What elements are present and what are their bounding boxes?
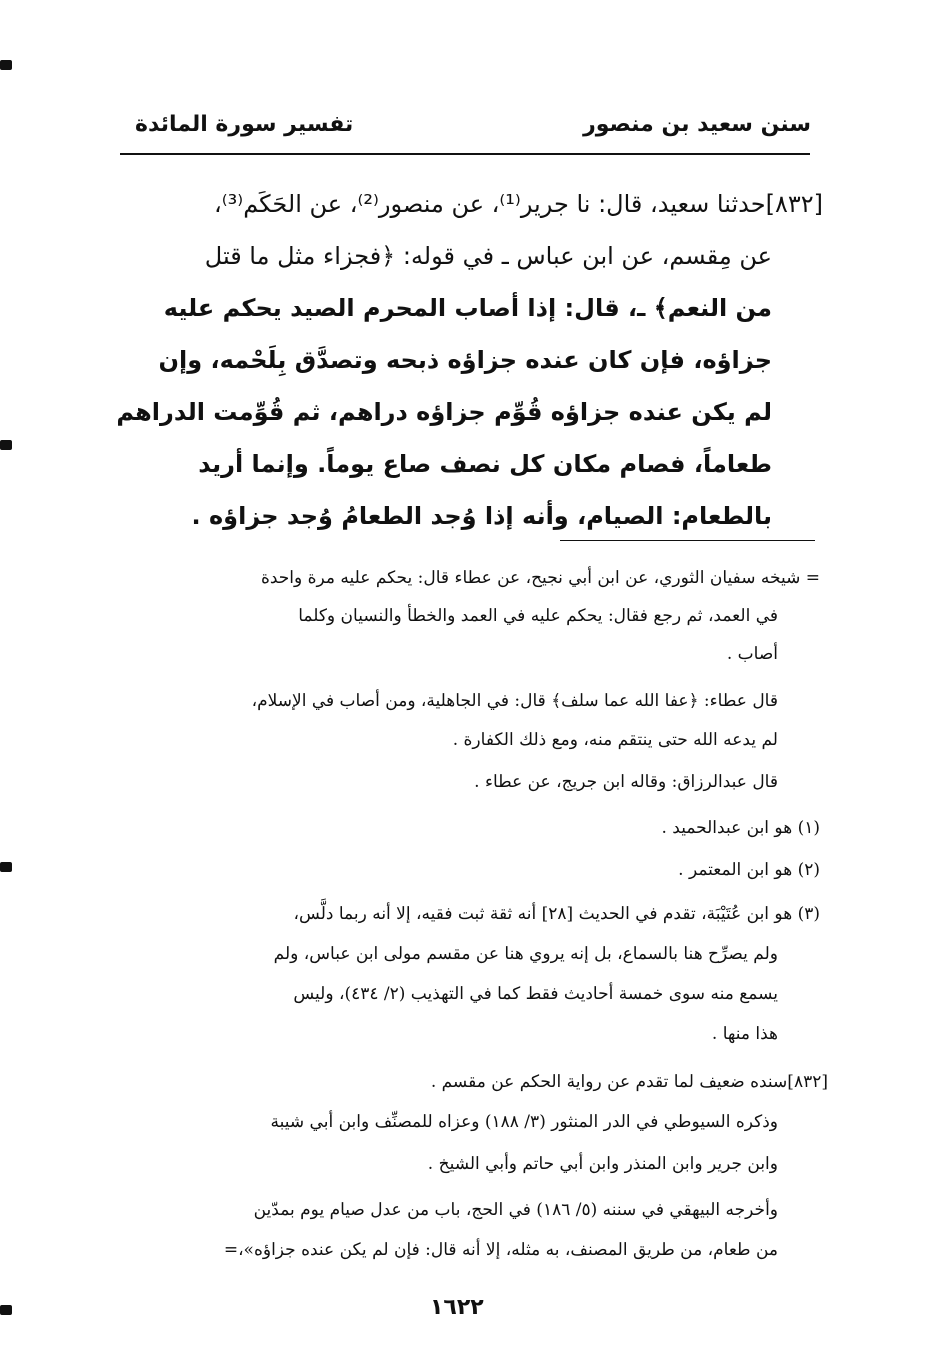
- hadith-line: من النعم﴾ ـ، قال: إذا أصاب المحرم الصيد يحكم عليه: [163, 294, 772, 322]
- footnote-line: قال عطاء: ﴿عفا الله عما سلف﴾ قال: في الجاهلية، ومن أصاب في الإسلام،: [251, 691, 778, 711]
- hadith-number: [٨٣٢]: [765, 190, 823, 218]
- footnote-line: (٣) هو ابن عُتَيْبَة، تقدم في الحديث [٢٨] أنه ثقة ثبت فقيه، إلا أنه ربما دلَّس،: [293, 904, 820, 924]
- footnote-line: ولم يصرِّح هنا بالسماع، بل إنه يروي هنا عن مقسم مولى ابن عباس، ولم: [273, 944, 778, 964]
- margin-mark: [0, 862, 12, 872]
- hadith-line: عن مِقسم، عن ابن عباس ـ في قوله: ﴿فجزاء مثل ما قتل: [204, 242, 772, 270]
- footnote-line: هذا منها .: [711, 1024, 778, 1044]
- footnote-line: (٢) هو ابن المعتمر .: [678, 860, 820, 880]
- margin-mark: [0, 440, 12, 450]
- hadith-line: طعاماً، فصام مكان كل نصف صاع يوماً. وإنما أريد: [198, 450, 772, 478]
- book-title: سنن سعيد بن منصور: [583, 112, 811, 137]
- footnote-line: لم يدعه الله حتى ينتقم منه، ومع ذلك الكفارة .: [452, 730, 778, 750]
- margin-mark: [0, 1305, 12, 1315]
- margin-mark: [0, 60, 12, 70]
- footnote-line: من طعام، من طريق المصنف، به مثله، إلا أنه قال: فإن لم يكن عنده جزاؤه»،=: [223, 1240, 778, 1260]
- footnote-line: في العمد، ثم رجع فقال: يحكم عليه في العمد والخطأ والنسيان وكلما: [298, 606, 778, 626]
- section-title: تفسير سورة المائدة: [135, 112, 354, 137]
- footnote-line: قال عبدالرزاق: وقاله ابن جريج، عن عطاء .: [474, 772, 778, 792]
- footnotes: [130, 0, 828, 1290]
- hadith-line: بالطعام: الصيام، وأنه إذا وُجد الطعامُ وُجد جزاؤه .: [191, 502, 772, 530]
- hadith-line: حدثنا سعيد، قال: نا جرير⁽¹⁾، عن منصور⁽²⁾، عن الحَكَم⁽³⁾،: [214, 190, 766, 218]
- footnote-line: = شيخه سفيان الثوري، عن ابن أبي نجيح، عن عطاء قال: يحكم عليه مرة واحدة: [260, 568, 820, 588]
- footnote-line: وابن جرير وابن المنذر وابن أبي حاتم وأبي الشيخ .: [427, 1154, 778, 1174]
- hadith-line: لم يكن عنده جزاؤه قُوِّم جزاؤه دراهم، ثم قُوِّمت الدراهم: [116, 398, 772, 426]
- footnote-line: وذكره السيوطي في الدر المنثور (٣/ ١٨٨) وعزاه للمصنِّف وابن أبي شيبة: [270, 1112, 778, 1132]
- footnote-line: يسمع منه سوى خمسة أحاديث فقط كما في التهذيب (٢/ ٤٣٤)، وليس: [293, 984, 778, 1004]
- footnote-line: أصاب .: [726, 644, 778, 664]
- footnote-line: وأخرجه البيهقي في سننه (٥/ ١٨٦) في الحج، باب من عدل صيام يوم بمدّين: [253, 1200, 778, 1220]
- footnote-line: [٨٣٢]سنده ضعيف لما تقدم عن رواية الحكم عن مقسم .: [430, 1072, 828, 1092]
- page-number: ١٦٢٢: [430, 1295, 484, 1320]
- footnote-line: (١) هو ابن عبدالحميد .: [661, 818, 820, 838]
- hadith-line: جزاؤه، فإن كان عنده جزاؤه ذبحه وتصدَّق بِلَحْمه، وإن: [158, 346, 772, 374]
